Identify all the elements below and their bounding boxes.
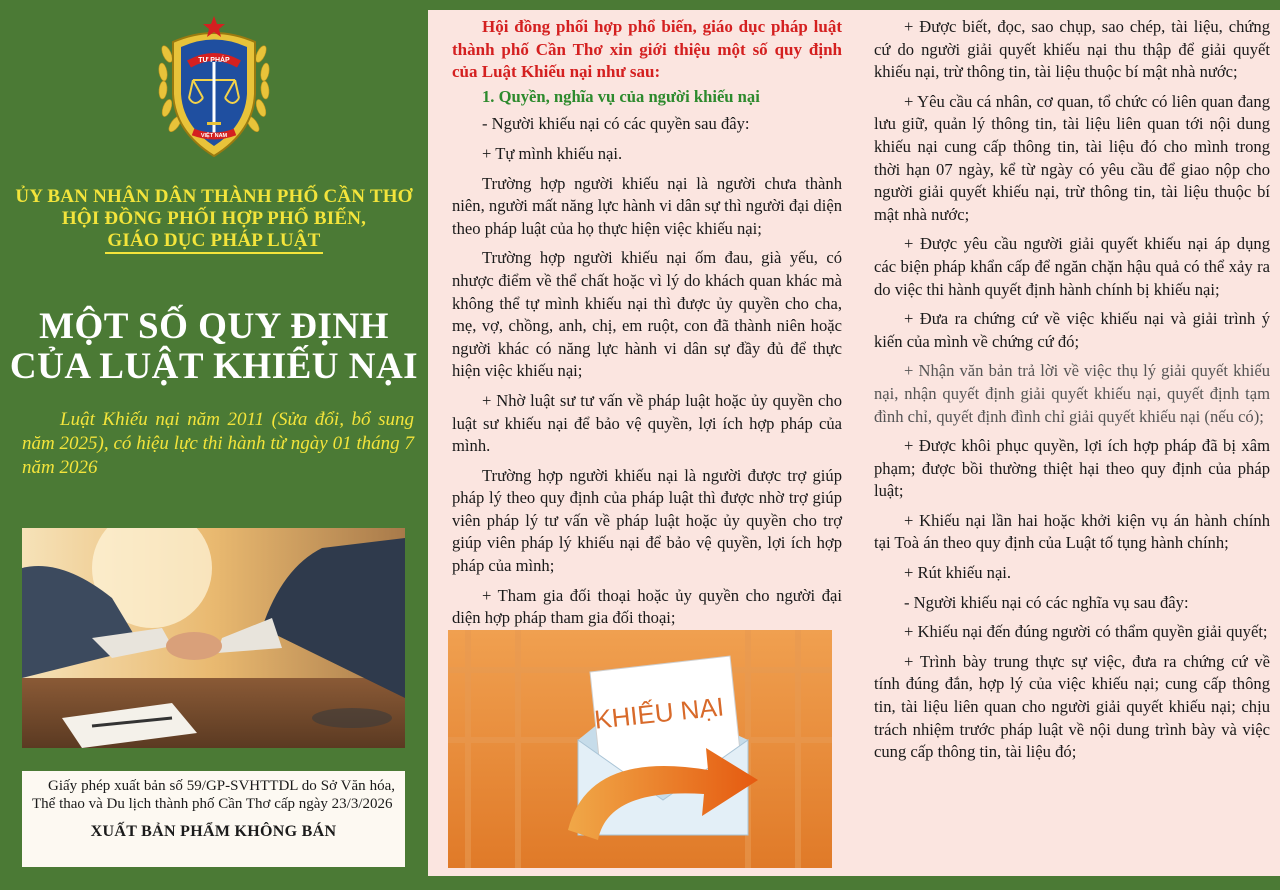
paragraph: Trường hợp người khiếu nại là người được trợ giúp pháp lý theo quy định của pháp luật thì được nhờ trợ giúp viên pháp lý tư vấn về pháp luật hoặc ủy quyền cho trợ giúp viên pháp lý khiếu nại để bảo vệ quyền, lợi ích hợp pháp của mình;	[452, 465, 842, 576]
paragraph: + Được biết, đọc, sao chụp, sao chép, tài liệu, chứng cứ do người giải quyết khiếu nại thu thập để giải quyết khiếu nại, trừ thông tin, tài liệu thuộc bí mật nhà nước;	[874, 17, 1270, 82]
right-panel	[856, 10, 1280, 876]
middle-column-text	[452, 16, 842, 637]
paragraph: Trường hợp người khiếu nại là người chưa thành niên, người mất năng lực hành vi dân sự thì người đại diện theo pháp luật của họ thực hiện việc khiếu nại;	[452, 173, 842, 238]
paragraph: Trường hợp người khiếu nại ốm đau, già yếu, có nhược điểm về thể chất hoặc vì lý do khách quan khác mà không thể tự mình khiếu nại thì được ủy quyền cho cha, mẹ, vợ, chồng, anh, chị, em ruột, con đã thành niên hoặc người khác có năng lực hành vi dân sự đầy đủ để thực hiện việc khiếu nại;	[452, 248, 842, 381]
emblem-subtext: VIỆT NAM	[200, 133, 228, 139]
paragraph: + Nhờ luật sư tư vấn về pháp luật hoặc ủy quyền cho luật sư khiếu nại để bảo vệ quyền, lợi ích hợp pháp của mình.	[452, 390, 842, 456]
paragraph: + Rút khiếu nại.	[904, 563, 1012, 583]
section-1-heading: 1. Quyền, nghĩa vụ của người khiếu nại	[482, 86, 760, 106]
paragraph: + Được yêu cầu người giải quyết khiếu nại áp dụng các biện pháp khẩn cấp để ngăn chặn hậu quả có thể xảy ra do việc thi hành quyết định hành chính bị khiếu nại;	[874, 234, 1270, 299]
title-line-1: MỘT SỐ QUY ĐỊNH	[39, 306, 389, 347]
justice-emblem	[153, 14, 275, 162]
paragraph: - Người khiếu nại có các quyền sau đây:	[482, 114, 750, 134]
paragraph: + Tự mình khiếu nại.	[482, 143, 623, 163]
paragraph: + Khiếu nại đến đúng người có thẩm quyền giải quyết;	[904, 622, 1268, 642]
paragraph: + Nhận văn bản trả lời về việc thụ lý giải quyết khiếu nại, nhận quyết định giải quyết khiếu nại, quyết định tạm đình chỉ, quyết định đình chỉ giải quyết khiếu nại (nếu có);	[874, 361, 1270, 426]
law-subtitle: Luật Khiếu nại năm 2011 (Sửa đổi, bổ sung năm 2025), có hiệu lực thi hành từ ngày 01 tháng 7 năm 2026	[22, 409, 414, 478]
paragraph: + Đưa ra chứng cứ về việc khiếu nại và giải trình ý kiến của mình về chứng cứ đó;	[874, 309, 1270, 351]
emblem-text: TƯ PHÁP	[198, 57, 230, 64]
paragraph: - Người khiếu nại có các nghĩa vụ sau đây:	[904, 592, 1189, 612]
org-line-1: ỦY BAN NHÂN DÂN THÀNH PHỐ CẦN THƠ	[15, 186, 413, 207]
license-text: Giấy phép xuất bản số 59/GP-SVHTTDL do Sở Văn hóa, Thể thao và Du lịch thành phố Cần Thơ cấp ngày 23/3/2026	[32, 778, 395, 812]
paragraph: + Được khôi phục quyền, lợi ích hợp pháp đã bị xâm phạm; được bồi thường thiệt hại theo quy định của pháp luật;	[874, 436, 1270, 501]
handshake-photo	[22, 528, 405, 748]
page-title	[0, 307, 428, 387]
organization-heading	[10, 186, 418, 254]
middle-panel	[428, 10, 856, 876]
paragraph: + Yêu cầu cá nhân, cơ quan, tổ chức có liên quan đang lưu giữ, quản lý thông tin, tài liệu liên quan tới nội dung khiếu nại cung cấp thông tin, tài liệu đó cho mình trong thời hạn 07 ngày, kể từ ngày có yêu cầu để giao nộp cho người giải quyết khiếu nại, trừ thông tin, tài liệu thuộc bí mật nhà nước;	[874, 91, 1270, 224]
org-line-2: HỘI ĐỒNG PHỐI HỢP PHỔ BIẾN,	[61, 208, 367, 229]
paragraph: + Tham gia đối thoại hoặc ủy quyền cho người đại diện hợp pháp tham gia đối thoại;	[452, 585, 842, 628]
license-box	[22, 771, 405, 867]
complaint-envelope-illustration	[448, 630, 832, 868]
right-column-text	[874, 16, 1270, 771]
org-line-3: GIÁO DỤC PHÁP LUẬT	[105, 230, 322, 254]
paragraph: + Khiếu nại lần hai hoặc khởi kiện vụ án hành chính tại Toà án theo quy định của Luật tố tụng hành chính;	[874, 510, 1270, 553]
cover-panel	[0, 0, 428, 890]
intro-heading: Hội đồng phối hợp phổ biến, giáo dục pháp luật thành phố Cần Thơ xin giới thiệu một số quy định của Luật Khiếu nại như sau:	[452, 17, 842, 82]
paragraph: + Trình bày trung thực sự việc, đưa ra chứng cứ về tính đúng đắn, hợp lý của việc khiếu nại; cung cấp thông tin, tài liệu liên quan cho người giải quyết khiếu nại; chịu trách nhiệm trước pháp luật về nội dung trình bày và việc cung cấp thông tin, tài liệu đó;	[874, 651, 1270, 762]
title-line-2: CỦA LUẬT KHIẾU NẠI	[9, 346, 419, 387]
not-for-sale-label: XUẤT BẢN PHẨM KHÔNG BÁN	[90, 823, 337, 840]
envelope-label: KHIẾU NẠI	[592, 691, 726, 735]
